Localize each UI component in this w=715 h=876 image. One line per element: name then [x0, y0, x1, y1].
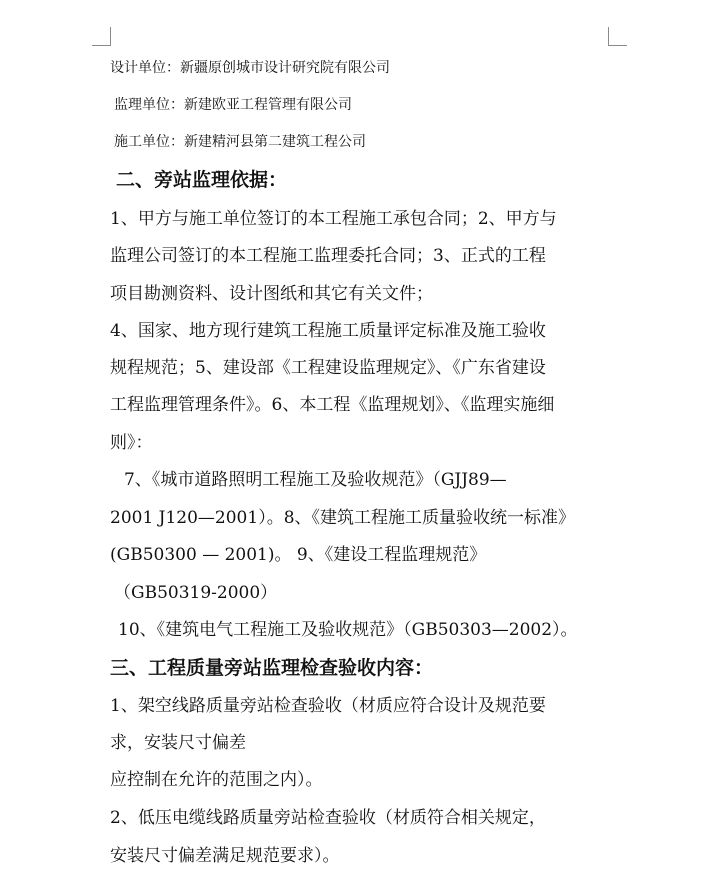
- basis-line-1: 1、甲方与施工单位签订的本工程施工承包合同；2、甲方与: [110, 209, 557, 229]
- inspection-line-4: 2、低压电缆线路质量旁站检查验收（材质符合相关规定，: [110, 808, 546, 828]
- basis-line-7: 则》：: [110, 433, 153, 453]
- basis-line-11: （GB50319-2000）: [114, 583, 278, 603]
- basis-line-8: 7、《城市道路照明工程施工及验收规范》（GJJ89—: [124, 470, 507, 490]
- supervision-unit-line: 监理单位：新建欧亚工程管理有限公司: [114, 97, 352, 113]
- basis-line-10: (GB50300 — 2001)。 9、《建设工程监理规范》: [110, 545, 487, 565]
- basis-line-2: 监理公司签订的本工程施工监理委托合同；3、正式的工程: [110, 246, 546, 266]
- basis-line-3: 项目勘测资料、设计图纸和其它有关文件；: [110, 284, 433, 304]
- inspection-line-1: 1、架空线路质量旁站检查验收（材质应符合设计及规范要: [110, 696, 546, 716]
- inspection-line-2: 求，安装尺寸偏差: [110, 733, 246, 753]
- basis-line-12: 10、《建筑电气工程施工及验收规范》（GB50303—2002）。: [118, 620, 578, 640]
- inspection-line-3: 应控制在允许的范围之内）。: [110, 770, 323, 790]
- page-corner-mark-right: [608, 27, 627, 46]
- basis-line-9: 2001 J120—2001）。8、《建筑工程施工质量验收统一标准》: [110, 508, 576, 528]
- section-2-heading: 二、旁站监理依据：: [116, 169, 288, 191]
- page-corner-mark-left: [92, 27, 111, 46]
- basis-line-5: 规程规范；5、建设部《工程建设监理规定》、《广东省建设: [110, 358, 546, 378]
- inspection-line-5: 安装尺寸偏差满足规范要求）。: [110, 846, 340, 866]
- section-3-heading: 三、工程质量旁站监理检查验收内容：: [110, 657, 434, 679]
- construction-unit-line: 施工单位：新建精河县第二建筑工程公司: [114, 134, 366, 150]
- design-unit-line: 设计单位：新疆原创城市设计研究院有限公司: [110, 60, 390, 76]
- basis-line-6: 工程监理管理条件》。6、本工程《监理规划》、《监理实施细: [110, 395, 555, 415]
- basis-line-4: 4、国家、地方现行建筑工程施工质量评定标准及施工验收: [110, 321, 546, 341]
